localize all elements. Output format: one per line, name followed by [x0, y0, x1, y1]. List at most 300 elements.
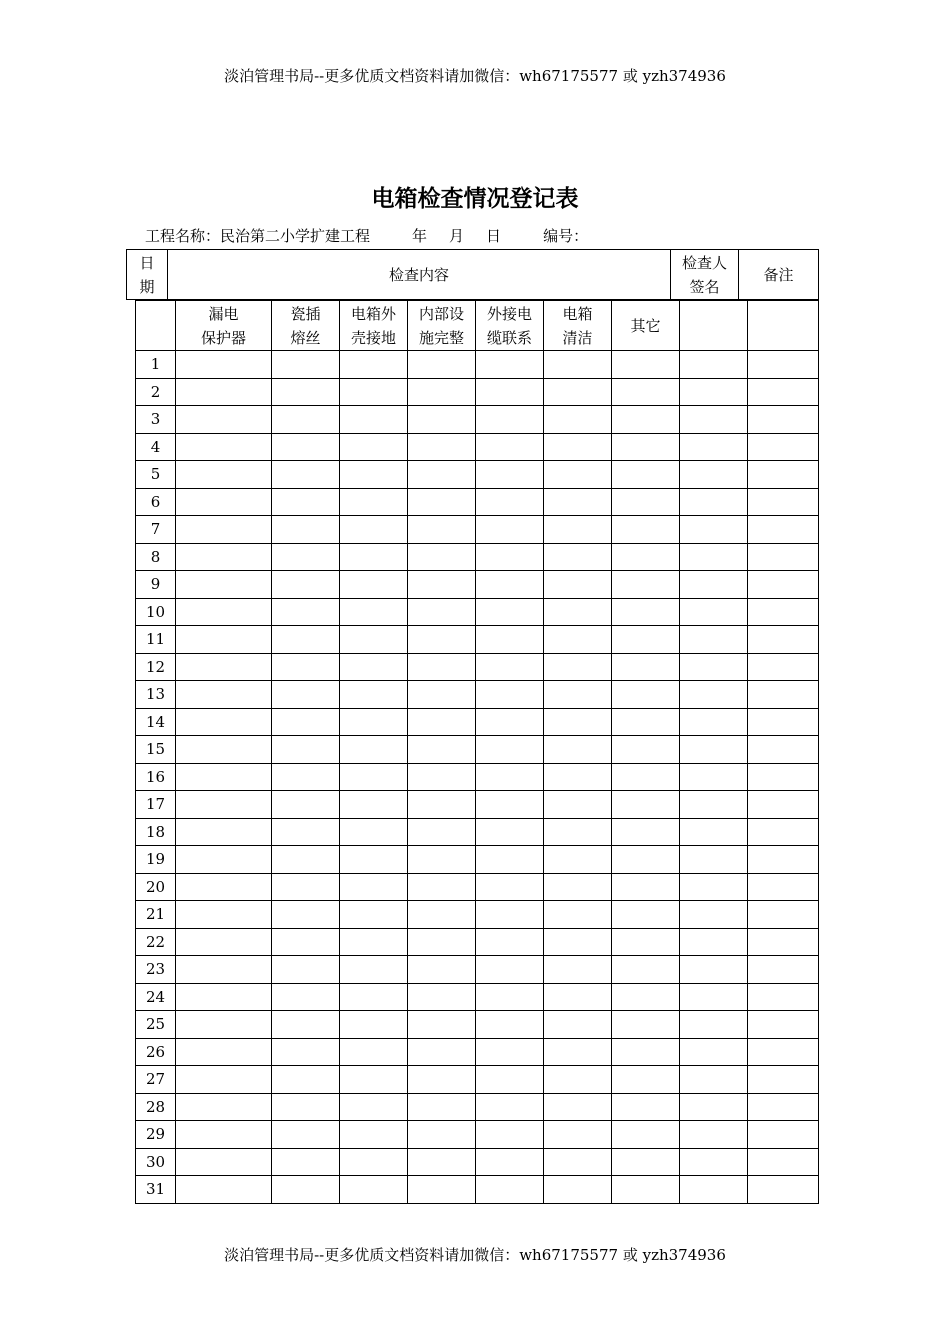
- table-cell[interactable]: [408, 763, 476, 791]
- table-cell[interactable]: [408, 681, 476, 709]
- table-cell[interactable]: [272, 763, 340, 791]
- table-cell[interactable]: [680, 1093, 748, 1121]
- table-cell[interactable]: [748, 901, 819, 929]
- table-cell[interactable]: [272, 928, 340, 956]
- table-cell[interactable]: [748, 681, 819, 709]
- table-cell[interactable]: [476, 1011, 544, 1039]
- table-cell[interactable]: [408, 433, 476, 461]
- table-cell[interactable]: [272, 351, 340, 379]
- table-cell[interactable]: [680, 901, 748, 929]
- table-cell[interactable]: [680, 626, 748, 654]
- row-number: 3: [136, 406, 176, 434]
- table-cell[interactable]: [272, 461, 340, 489]
- table-cell[interactable]: [476, 1176, 544, 1204]
- table-cell[interactable]: [748, 626, 819, 654]
- table-cell[interactable]: [272, 543, 340, 571]
- table-cell[interactable]: [176, 433, 272, 461]
- table-cell[interactable]: [272, 1093, 340, 1121]
- table-cell[interactable]: [544, 626, 612, 654]
- table-cell[interactable]: [612, 681, 680, 709]
- table-cell[interactable]: [408, 488, 476, 516]
- table-cell[interactable]: [272, 956, 340, 984]
- table-cell[interactable]: [476, 598, 544, 626]
- table-cell[interactable]: [340, 351, 408, 379]
- table-cell[interactable]: [408, 873, 476, 901]
- table-cell[interactable]: [176, 653, 272, 681]
- table-cell[interactable]: [272, 1176, 340, 1204]
- table-cell[interactable]: [680, 653, 748, 681]
- table-cell[interactable]: [176, 461, 272, 489]
- table-cell[interactable]: [680, 351, 748, 379]
- table-cell[interactable]: [272, 626, 340, 654]
- table-cell[interactable]: [544, 406, 612, 434]
- table-cell[interactable]: [680, 378, 748, 406]
- table-cell[interactable]: [272, 653, 340, 681]
- table-cell[interactable]: [544, 653, 612, 681]
- table-cell[interactable]: [680, 763, 748, 791]
- table-cell[interactable]: [340, 681, 408, 709]
- table-cell[interactable]: [476, 433, 544, 461]
- table-cell[interactable]: [612, 598, 680, 626]
- table-cell[interactable]: [340, 928, 408, 956]
- table-cell[interactable]: [408, 818, 476, 846]
- table-cell[interactable]: [680, 433, 748, 461]
- table-cell[interactable]: [748, 571, 819, 599]
- table-cell[interactable]: [408, 1066, 476, 1094]
- table-cell[interactable]: [176, 1093, 272, 1121]
- table-cell[interactable]: [272, 488, 340, 516]
- page-footer: 淡泊管理书局--更多优质文档资料请加微信：wh67175577 或 yzh374936: [224, 1246, 726, 1264]
- table-cell[interactable]: [476, 736, 544, 764]
- table-cell[interactable]: [272, 846, 340, 874]
- table-cell[interactable]: [272, 708, 340, 736]
- table-cell[interactable]: [748, 873, 819, 901]
- table-cell[interactable]: [612, 516, 680, 544]
- table-cell[interactable]: [476, 818, 544, 846]
- table-cell[interactable]: [272, 433, 340, 461]
- table-cell[interactable]: [272, 901, 340, 929]
- table-cell[interactable]: [408, 1148, 476, 1176]
- table-cell[interactable]: [176, 571, 272, 599]
- table-cell[interactable]: [408, 983, 476, 1011]
- table-cell[interactable]: [544, 736, 612, 764]
- table-cell[interactable]: [748, 736, 819, 764]
- table-row: [136, 433, 819, 461]
- table-cell[interactable]: [544, 1121, 612, 1149]
- table-row: [136, 846, 819, 874]
- blank-header-cell: [136, 301, 176, 351]
- table-cell[interactable]: [176, 626, 272, 654]
- table-cell[interactable]: [408, 516, 476, 544]
- table-cell[interactable]: [612, 708, 680, 736]
- table-cell[interactable]: [340, 461, 408, 489]
- table-cell[interactable]: [176, 901, 272, 929]
- table-cell[interactable]: [340, 873, 408, 901]
- table-cell[interactable]: [408, 378, 476, 406]
- table-cell[interactable]: [680, 736, 748, 764]
- table-cell[interactable]: [408, 901, 476, 929]
- table-cell[interactable]: [176, 488, 272, 516]
- table-cell[interactable]: [176, 543, 272, 571]
- table-cell[interactable]: [176, 708, 272, 736]
- table-cell[interactable]: [176, 1066, 272, 1094]
- table-cell[interactable]: [340, 763, 408, 791]
- table-cell[interactable]: [340, 488, 408, 516]
- table-cell[interactable]: [680, 681, 748, 709]
- table-cell[interactable]: [680, 873, 748, 901]
- table-cell[interactable]: [612, 653, 680, 681]
- table-cell[interactable]: [544, 708, 612, 736]
- table-cell[interactable]: [544, 873, 612, 901]
- table-cell[interactable]: [176, 1148, 272, 1176]
- table-cell[interactable]: [176, 681, 272, 709]
- table-cell[interactable]: [544, 763, 612, 791]
- table-cell[interactable]: [272, 1066, 340, 1094]
- table-cell[interactable]: [476, 378, 544, 406]
- table-cell[interactable]: [612, 1176, 680, 1204]
- table-cell[interactable]: [476, 791, 544, 819]
- table-cell[interactable]: [340, 598, 408, 626]
- table-cell[interactable]: [272, 598, 340, 626]
- table-cell[interactable]: [544, 1038, 612, 1066]
- table-cell[interactable]: [272, 791, 340, 819]
- table-cell[interactable]: [272, 681, 340, 709]
- table-cell[interactable]: [272, 1148, 340, 1176]
- table-cell[interactable]: [176, 928, 272, 956]
- table-cell[interactable]: [176, 791, 272, 819]
- table-cell[interactable]: [748, 378, 819, 406]
- table-cell[interactable]: [748, 516, 819, 544]
- table-cell[interactable]: [476, 846, 544, 874]
- table-cell[interactable]: [340, 433, 408, 461]
- table-cell[interactable]: [408, 653, 476, 681]
- table-cell[interactable]: [612, 873, 680, 901]
- table-cell[interactable]: [408, 708, 476, 736]
- table-cell[interactable]: [680, 1148, 748, 1176]
- table-cell[interactable]: [176, 378, 272, 406]
- table-cell[interactable]: [612, 1121, 680, 1149]
- table-cell[interactable]: [272, 378, 340, 406]
- row-number: 19: [136, 846, 176, 874]
- table-cell[interactable]: [748, 1121, 819, 1149]
- table-cell[interactable]: [340, 1148, 408, 1176]
- table-cell[interactable]: [476, 1148, 544, 1176]
- table-cell[interactable]: [272, 736, 340, 764]
- table-cell[interactable]: [340, 1093, 408, 1121]
- table-cell[interactable]: [272, 406, 340, 434]
- table-cell[interactable]: [176, 406, 272, 434]
- column-header-line1: 电箱外: [350, 304, 396, 323]
- table-cell[interactable]: [176, 1011, 272, 1039]
- table-cell[interactable]: [612, 1038, 680, 1066]
- table-cell[interactable]: [340, 956, 408, 984]
- table-cell[interactable]: [612, 736, 680, 764]
- table-cell[interactable]: [612, 763, 680, 791]
- table-cell[interactable]: [544, 378, 612, 406]
- table-cell[interactable]: [476, 1066, 544, 1094]
- table-cell[interactable]: [476, 956, 544, 984]
- table-cell[interactable]: [680, 708, 748, 736]
- table-cell[interactable]: [680, 956, 748, 984]
- table-cell[interactable]: [476, 928, 544, 956]
- table-cell[interactable]: [544, 1093, 612, 1121]
- table-cell[interactable]: [476, 983, 544, 1011]
- table-cell[interactable]: [680, 1121, 748, 1149]
- table-cell[interactable]: [748, 543, 819, 571]
- table-cell[interactable]: [544, 351, 612, 379]
- table-cell[interactable]: [176, 763, 272, 791]
- table-cell[interactable]: [476, 1038, 544, 1066]
- table-cell[interactable]: [612, 543, 680, 571]
- table-cell[interactable]: [476, 461, 544, 489]
- table-cell[interactable]: [408, 626, 476, 654]
- table-cell[interactable]: [544, 1011, 612, 1039]
- table-cell[interactable]: [408, 1121, 476, 1149]
- table-cell[interactable]: [680, 1066, 748, 1094]
- table-cell[interactable]: [748, 461, 819, 489]
- table-cell[interactable]: [272, 1011, 340, 1039]
- table-row: [136, 763, 819, 791]
- table-cell[interactable]: [340, 901, 408, 929]
- table-cell[interactable]: [748, 488, 819, 516]
- table-cell[interactable]: [176, 351, 272, 379]
- table-cell[interactable]: [176, 873, 272, 901]
- table-cell[interactable]: [748, 1066, 819, 1094]
- table-cell[interactable]: [408, 791, 476, 819]
- table-cell[interactable]: [176, 516, 272, 544]
- table-cell[interactable]: [408, 928, 476, 956]
- table-cell[interactable]: [680, 406, 748, 434]
- table-cell[interactable]: [408, 571, 476, 599]
- table-cell[interactable]: [272, 1038, 340, 1066]
- table-cell[interactable]: [544, 461, 612, 489]
- table-cell[interactable]: [612, 461, 680, 489]
- table-cell[interactable]: [340, 1011, 408, 1039]
- row-number: 31: [136, 1176, 176, 1204]
- table-cell[interactable]: [612, 818, 680, 846]
- table-cell[interactable]: [476, 901, 544, 929]
- table-cell[interactable]: [680, 516, 748, 544]
- table-cell[interactable]: [748, 708, 819, 736]
- table-cell[interactable]: [612, 846, 680, 874]
- table-cell[interactable]: [340, 983, 408, 1011]
- table-cell[interactable]: [272, 983, 340, 1011]
- row-number: 14: [136, 708, 176, 736]
- table-cell[interactable]: [408, 1093, 476, 1121]
- row-number: 9: [136, 571, 176, 599]
- table-cell[interactable]: [680, 846, 748, 874]
- table-cell[interactable]: [176, 956, 272, 984]
- table-cell[interactable]: [544, 901, 612, 929]
- table-cell[interactable]: [476, 406, 544, 434]
- table-cell[interactable]: [748, 1176, 819, 1204]
- table-cell[interactable]: [612, 983, 680, 1011]
- table-cell[interactable]: [748, 983, 819, 1011]
- table-cell[interactable]: [544, 681, 612, 709]
- table-cell[interactable]: [544, 1066, 612, 1094]
- table-cell[interactable]: [612, 901, 680, 929]
- table-cell[interactable]: [544, 598, 612, 626]
- table-cell[interactable]: [340, 516, 408, 544]
- table-cell[interactable]: [544, 956, 612, 984]
- table-cell[interactable]: [748, 1148, 819, 1176]
- table-cell[interactable]: [680, 1038, 748, 1066]
- row-number: 13: [136, 681, 176, 709]
- table-cell[interactable]: [612, 1066, 680, 1094]
- table-cell[interactable]: [408, 736, 476, 764]
- table-cell[interactable]: [476, 708, 544, 736]
- table-cell[interactable]: [748, 791, 819, 819]
- table-cell[interactable]: [680, 1176, 748, 1204]
- table-cell[interactable]: [340, 1121, 408, 1149]
- table-cell[interactable]: [176, 983, 272, 1011]
- table-cell[interactable]: [476, 543, 544, 571]
- table-cell[interactable]: [340, 378, 408, 406]
- row-number: 25: [136, 1011, 176, 1039]
- table-cell[interactable]: [340, 818, 408, 846]
- table-cell[interactable]: [680, 928, 748, 956]
- table-cell[interactable]: [272, 571, 340, 599]
- table-cell[interactable]: [544, 818, 612, 846]
- table-cell[interactable]: [340, 626, 408, 654]
- table-cell[interactable]: [612, 791, 680, 819]
- table-cell[interactable]: [680, 543, 748, 571]
- table-cell[interactable]: [340, 653, 408, 681]
- table-cell[interactable]: [748, 598, 819, 626]
- table-cell[interactable]: [612, 1093, 680, 1121]
- table-cell[interactable]: [680, 488, 748, 516]
- table-cell[interactable]: [340, 708, 408, 736]
- table-cell[interactable]: [748, 818, 819, 846]
- table-cell[interactable]: [680, 571, 748, 599]
- table-cell[interactable]: [272, 1121, 340, 1149]
- table-cell[interactable]: [612, 433, 680, 461]
- table-cell[interactable]: [680, 1011, 748, 1039]
- table-cell[interactable]: [544, 571, 612, 599]
- table-cell[interactable]: [176, 1038, 272, 1066]
- table-cell[interactable]: [340, 1066, 408, 1094]
- table-cell[interactable]: [476, 488, 544, 516]
- table-cell[interactable]: [476, 351, 544, 379]
- table-cell[interactable]: [476, 626, 544, 654]
- table-cell[interactable]: [340, 736, 408, 764]
- table-cell[interactable]: [476, 1121, 544, 1149]
- table-cell[interactable]: [408, 461, 476, 489]
- table-cell[interactable]: [544, 846, 612, 874]
- table-cell[interactable]: [544, 516, 612, 544]
- table-cell[interactable]: [176, 846, 272, 874]
- table-cell[interactable]: [340, 543, 408, 571]
- table-cell[interactable]: [340, 1176, 408, 1204]
- table-cell[interactable]: [748, 1038, 819, 1066]
- table-cell[interactable]: [612, 956, 680, 984]
- remarks-header: 备注: [739, 250, 819, 300]
- table-cell[interactable]: [748, 351, 819, 379]
- table-cell[interactable]: [340, 406, 408, 434]
- table-cell[interactable]: [408, 598, 476, 626]
- blank-header-cell: [680, 301, 748, 351]
- table-cell[interactable]: [612, 1011, 680, 1039]
- table-cell[interactable]: [612, 351, 680, 379]
- table-row: [136, 516, 819, 544]
- table-cell[interactable]: [408, 351, 476, 379]
- column-header-line1: 其它: [630, 316, 661, 335]
- table-cell[interactable]: [748, 956, 819, 984]
- table-cell[interactable]: [680, 818, 748, 846]
- table-cell[interactable]: [748, 846, 819, 874]
- table-cell[interactable]: [544, 543, 612, 571]
- table-cell[interactable]: [748, 433, 819, 461]
- top-header-table: [126, 249, 819, 300]
- table-cell[interactable]: [176, 1176, 272, 1204]
- table-cell[interactable]: [612, 378, 680, 406]
- table-cell[interactable]: [408, 406, 476, 434]
- table-cell[interactable]: [408, 1011, 476, 1039]
- table-cell[interactable]: [476, 1093, 544, 1121]
- table-cell[interactable]: [176, 818, 272, 846]
- table-cell[interactable]: [476, 681, 544, 709]
- table-cell[interactable]: [748, 406, 819, 434]
- column-header-line1: 电箱: [562, 304, 593, 323]
- table-cell[interactable]: [176, 736, 272, 764]
- table-cell[interactable]: [272, 818, 340, 846]
- table-cell[interactable]: [612, 488, 680, 516]
- table-cell[interactable]: [612, 1148, 680, 1176]
- table-row: [136, 1176, 819, 1204]
- table-cell[interactable]: [748, 1011, 819, 1039]
- table-cell[interactable]: [544, 1148, 612, 1176]
- table-cell[interactable]: [408, 956, 476, 984]
- table-cell[interactable]: [476, 873, 544, 901]
- table-cell[interactable]: [476, 653, 544, 681]
- table-cell[interactable]: [408, 1038, 476, 1066]
- table-cell[interactable]: [612, 406, 680, 434]
- table-cell[interactable]: [544, 488, 612, 516]
- table-cell[interactable]: [408, 543, 476, 571]
- table-cell[interactable]: [476, 571, 544, 599]
- table-cell[interactable]: [340, 846, 408, 874]
- table-cell[interactable]: [612, 571, 680, 599]
- table-cell[interactable]: [544, 1176, 612, 1204]
- table-cell[interactable]: [680, 983, 748, 1011]
- table-cell[interactable]: [340, 1038, 408, 1066]
- table-cell[interactable]: [680, 461, 748, 489]
- table-cell[interactable]: [176, 1121, 272, 1149]
- table-cell[interactable]: [612, 928, 680, 956]
- table-cell[interactable]: [748, 763, 819, 791]
- table-cell[interactable]: [748, 1093, 819, 1121]
- table-cell[interactable]: [748, 653, 819, 681]
- table-cell[interactable]: [612, 626, 680, 654]
- table-cell[interactable]: [544, 983, 612, 1011]
- table-cell[interactable]: [340, 571, 408, 599]
- table-cell[interactable]: [544, 928, 612, 956]
- table-cell[interactable]: [408, 1176, 476, 1204]
- table-cell[interactable]: [544, 433, 612, 461]
- table-cell[interactable]: [476, 516, 544, 544]
- table-cell[interactable]: [748, 928, 819, 956]
- table-cell[interactable]: [272, 516, 340, 544]
- table-cell[interactable]: [272, 873, 340, 901]
- table-cell[interactable]: [680, 791, 748, 819]
- table-cell[interactable]: [544, 791, 612, 819]
- table-cell[interactable]: [340, 791, 408, 819]
- column-header-line1: 内部设: [418, 304, 464, 323]
- table-cell[interactable]: [476, 763, 544, 791]
- table-cell[interactable]: [408, 846, 476, 874]
- table-cell[interactable]: [680, 598, 748, 626]
- table-cell[interactable]: [176, 598, 272, 626]
